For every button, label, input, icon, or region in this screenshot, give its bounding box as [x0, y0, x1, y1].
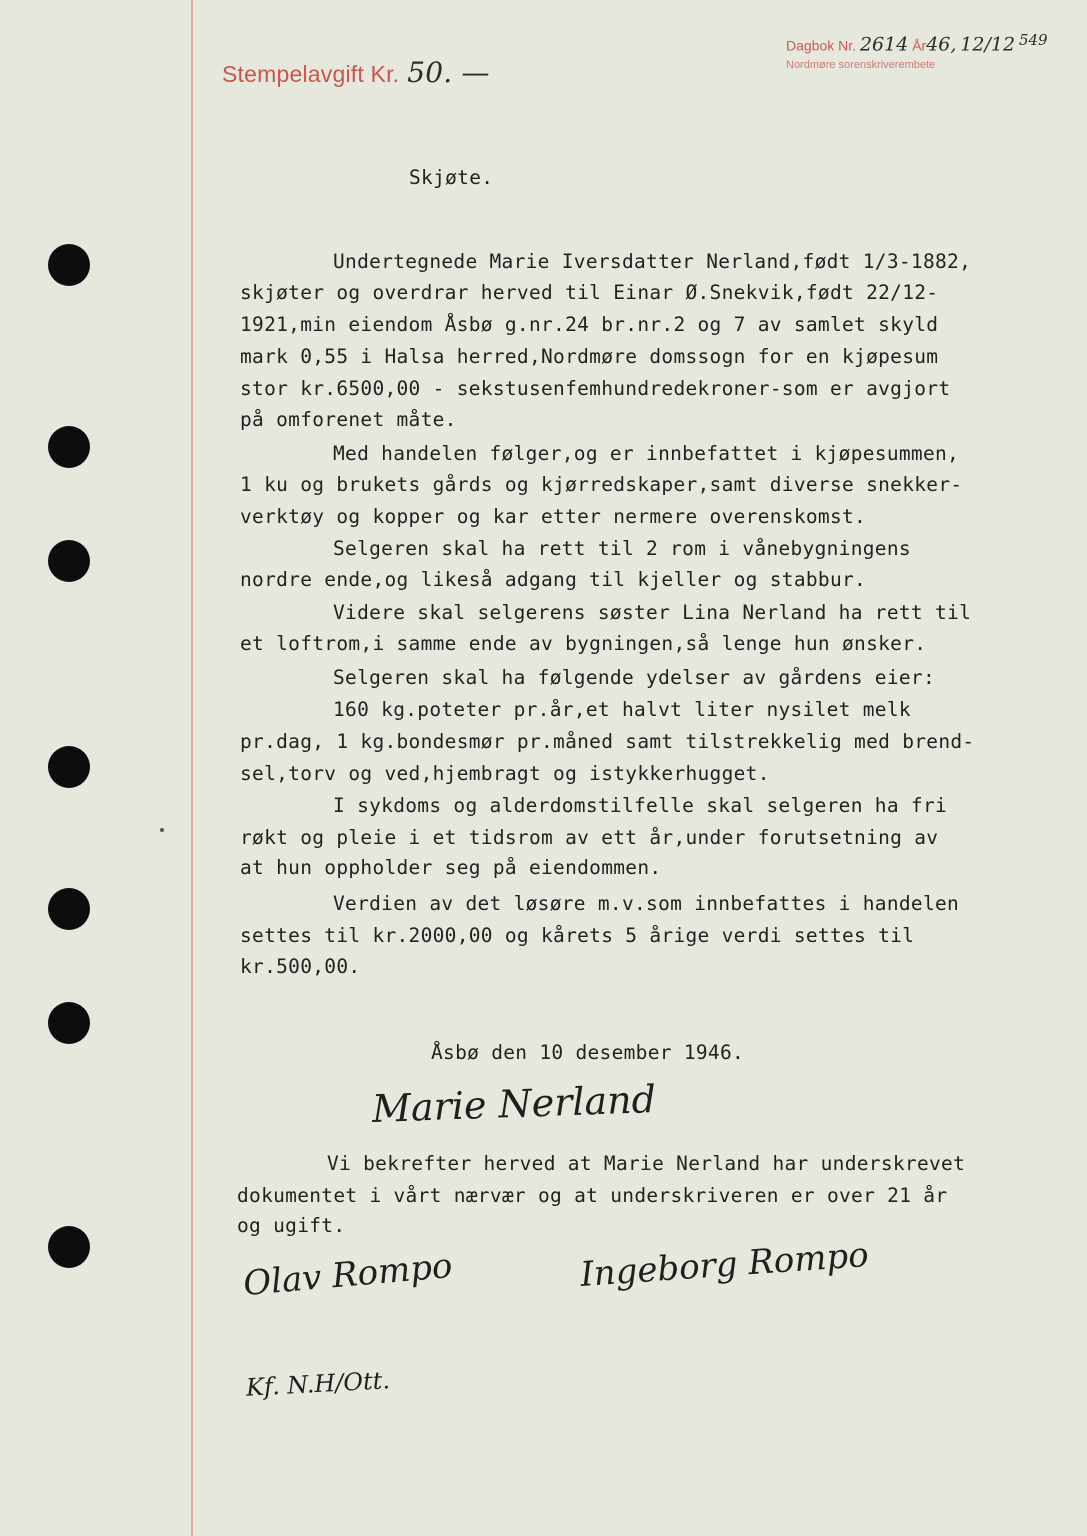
stamp-fee-amount: 50. — — [407, 56, 490, 89]
punch-hole — [48, 244, 90, 286]
punch-hole — [48, 426, 90, 468]
punch-hole — [48, 888, 90, 930]
text-line: 1921,min eiendom Åsbø g.nr.24 br.nr.2 og 7 av samlet skyld — [240, 313, 939, 336]
stamp-fee — [222, 56, 490, 89]
witness-signature-1: Olav Rompo — [241, 1245, 454, 1305]
register-year-label: År — [912, 37, 927, 54]
text-line: Undertegnede Marie Iversdatter Nerland,født 1/3-1882, — [333, 250, 972, 273]
text-line: på omforenet måte. — [240, 408, 457, 431]
text-line: I sykdoms og alderdomstilfelle skal selgeren ha fri — [333, 794, 948, 817]
text-line: stor kr.6500,00 - sekstusenfemhundredekroner-som er avgjort — [240, 377, 951, 400]
text-line: Med handelen følger,og er innbefattet i kjøpesummen, — [333, 442, 960, 465]
text-line: Verdien av det løsøre m.v.som innbefattes i handelen — [333, 892, 960, 915]
place-date: Åsbø den 10 desember 1946. — [431, 1041, 745, 1064]
register-line-2: Nordmøre sorenskriverembete — [786, 58, 936, 71]
register-year: 46, — [926, 33, 957, 56]
text-line: mark 0,55 i Halsa herred,Nordmøre domssogn for en kjøpesum — [240, 345, 939, 368]
register-date: 12/12 — [960, 33, 1016, 56]
register-stamp — [786, 30, 1048, 75]
text-line: Selgeren skal ha rett til 2 rom i vånebygningens — [333, 537, 911, 560]
document-title: Skjøte. — [409, 166, 494, 189]
text-line: sel,torv og ved,hjembragt og istykkerhugget. — [240, 762, 770, 785]
ink-dot — [160, 828, 164, 832]
text-line: kr.500,00. — [240, 955, 361, 978]
text-line: settes til kr.2000,00 og kårets 5 årige verdi settes til — [240, 924, 915, 947]
punch-hole — [48, 1002, 90, 1044]
text-line: pr.dag, 1 kg.bondesmør pr.måned samt tilstrekkelig med brend- — [240, 730, 975, 753]
punch-hole — [48, 540, 90, 582]
bottom-note: Kf. N.H/Ott. — [245, 1366, 391, 1402]
witness-signature-2: Ingeborg Rompo — [578, 1234, 870, 1296]
text-line: verktøy og kopper og kar etter nermere overenskomst. — [240, 505, 867, 528]
register-label: Dagbok Nr. — [786, 37, 857, 54]
margin-line — [191, 0, 193, 1536]
punch-hole — [48, 1226, 90, 1268]
stamp-fee-label: Stempelavgift Kr. — [222, 61, 400, 87]
seller-signature: Marie Nerland — [371, 1077, 657, 1131]
witness-line: og ugift. — [237, 1214, 346, 1237]
punch-hole — [48, 746, 90, 788]
text-line: nordre ende,og likeså adgang til kjeller og stabbur. — [240, 568, 867, 591]
text-line: røkt og pleie i et tidsrom av ett år,under forutsetning av — [240, 826, 939, 849]
text-line: Selgeren skal ha følgende ydelser av gårdens eier: — [333, 666, 935, 689]
register-number: 2614 — [859, 33, 909, 56]
text-line: 1 ku og brukets gårds og kjørredskaper,samt diverse snekker- — [240, 473, 963, 496]
text-line: skjøter og overdrar herved til Einar Ø.Snekvik,født 22/12- — [240, 281, 939, 304]
witness-line: Vi bekrefter herved at Marie Nerland har underskrevet — [327, 1152, 966, 1175]
text-line: at hun oppholder seg på eiendommen. — [240, 856, 662, 879]
register-line-1 — [786, 30, 1048, 56]
text-line: 160 kg.poteter pr.år,et halvt liter nysilet melk — [333, 698, 911, 721]
text-line: Videre skal selgerens søster Lina Nerland ha rett til — [333, 601, 972, 624]
witness-line: dokumentet i vårt nærvær og at underskriveren er over 21 år — [237, 1184, 948, 1207]
page-number: 549 — [1018, 31, 1048, 49]
text-line: et loftrom,i samme ende av bygningen,så lenge hun ønsker. — [240, 632, 927, 655]
